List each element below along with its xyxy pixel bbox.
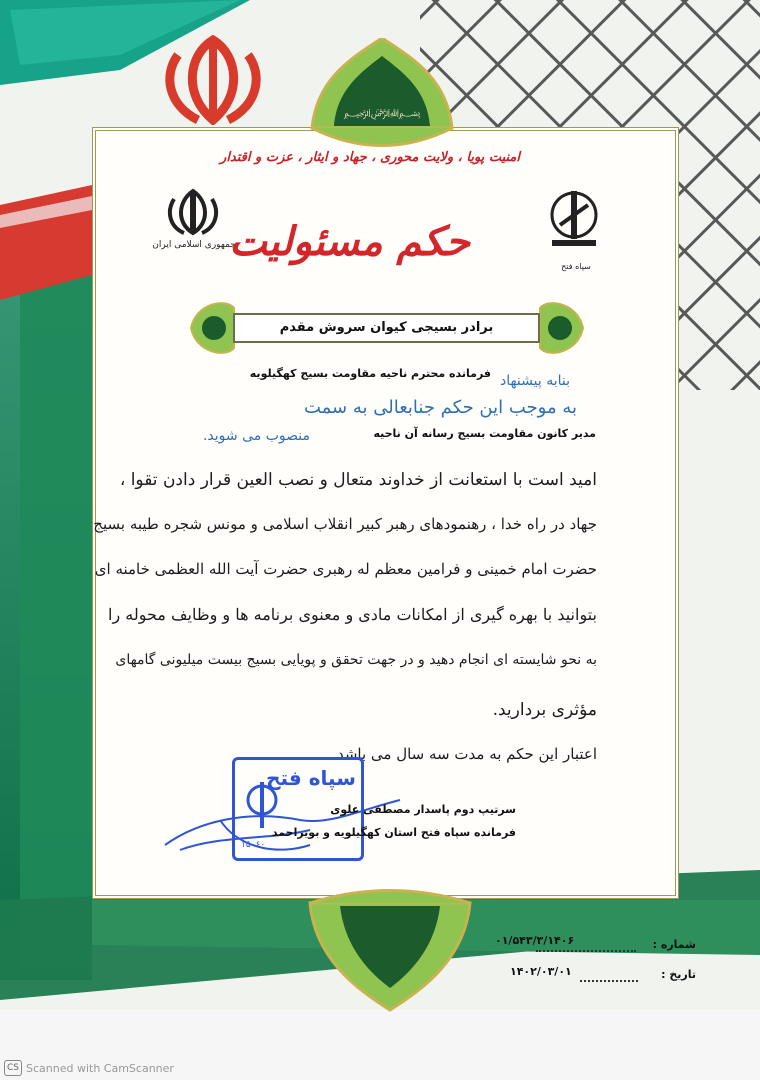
header-motto: امنیت پویا ، ولایت محوری ، جهاد و ایثار ، عزت و اقتدار	[220, 150, 520, 165]
signature	[160, 790, 410, 860]
body-line-5: به نحو شایسته ای انجام دهید و در جهت تحقق و پویایی بسیج بیست میلیونی گامهای	[115, 652, 597, 668]
emblem-left-caption: جمهوری اسلامی ایران	[152, 240, 236, 250]
iran-emblem-red	[158, 35, 268, 125]
recipient-name: برادر بسیجی کیوان سروش مقدم	[233, 313, 540, 343]
top-ornament	[302, 38, 462, 158]
body-line-1: امید است با استعانت از خداوند متعال و نصب العین قرار دادن تقوا ،	[119, 470, 597, 490]
number-label: شماره :	[652, 938, 696, 951]
irgc-emblem	[540, 185, 608, 260]
document-title: حکم مسئولیت	[229, 218, 470, 265]
date-dots	[580, 970, 638, 982]
camscanner-logo-icon: CS	[4, 1060, 22, 1076]
body-line-4: بتوانید با بهره گیری از امکانات مادی و معنوی برنامه ها و وظایف محوله را	[108, 605, 597, 624]
stamp-text: سپاه فتح	[266, 766, 356, 790]
commander-line: فرمانده محترم ناحیه مقاومت بسیج کهگیلویه	[249, 367, 491, 380]
body-line-2: جهاد در راه خدا ، رهنمودهای رهبر کبیر انقلاب اسلامی و مونس شجره طیبه بسیج	[93, 515, 597, 533]
iran-emblem-black	[166, 187, 220, 237]
signatory-title: فرمانده سپاه فتح استان کهگیلویه و بویراحمد	[271, 826, 516, 839]
name-ornament-left	[186, 298, 236, 358]
number-value: ۰۱/۵۴۳/۳/۱۴۰۶	[495, 934, 575, 947]
body-line-6: مؤثری بردارید.	[492, 700, 597, 720]
svg-text:﷽: ﷽	[343, 108, 421, 119]
date-label: تاریخ :	[661, 968, 696, 981]
name-ornament-right	[538, 298, 588, 358]
stamp-number: ۱۵۰۶۰	[241, 840, 266, 850]
scanner-watermark	[4, 1060, 174, 1076]
body-line-3: حضرت امام خمینی و فرامین معظم له رهبری حضرت آیت الله العظمی خامنه ای	[94, 560, 597, 578]
proposal-line: بنابه پیشنهاد	[499, 373, 570, 389]
order-line: به موجب این حکم جنابعالی به سمت	[303, 397, 577, 418]
date-value: ۱۴۰۲/۰۳/۰۱	[510, 965, 572, 978]
validity-line: اعتبار این حکم به مدت سه سال می باشد	[336, 745, 597, 763]
bottom-ornament	[305, 888, 475, 1013]
signatory-rank: سرتیپ دوم پاسدار مصطفی علوی	[330, 803, 516, 816]
emblem-right-caption: سپاه فتح	[561, 262, 591, 271]
appointed-line: منصوب می شوید.	[202, 428, 310, 444]
scanner-watermark-text: Scanned with CamScanner	[26, 1061, 174, 1075]
position-line: مدیر کانون مقاومت بسیج رسانه آن ناحیه	[373, 427, 596, 440]
